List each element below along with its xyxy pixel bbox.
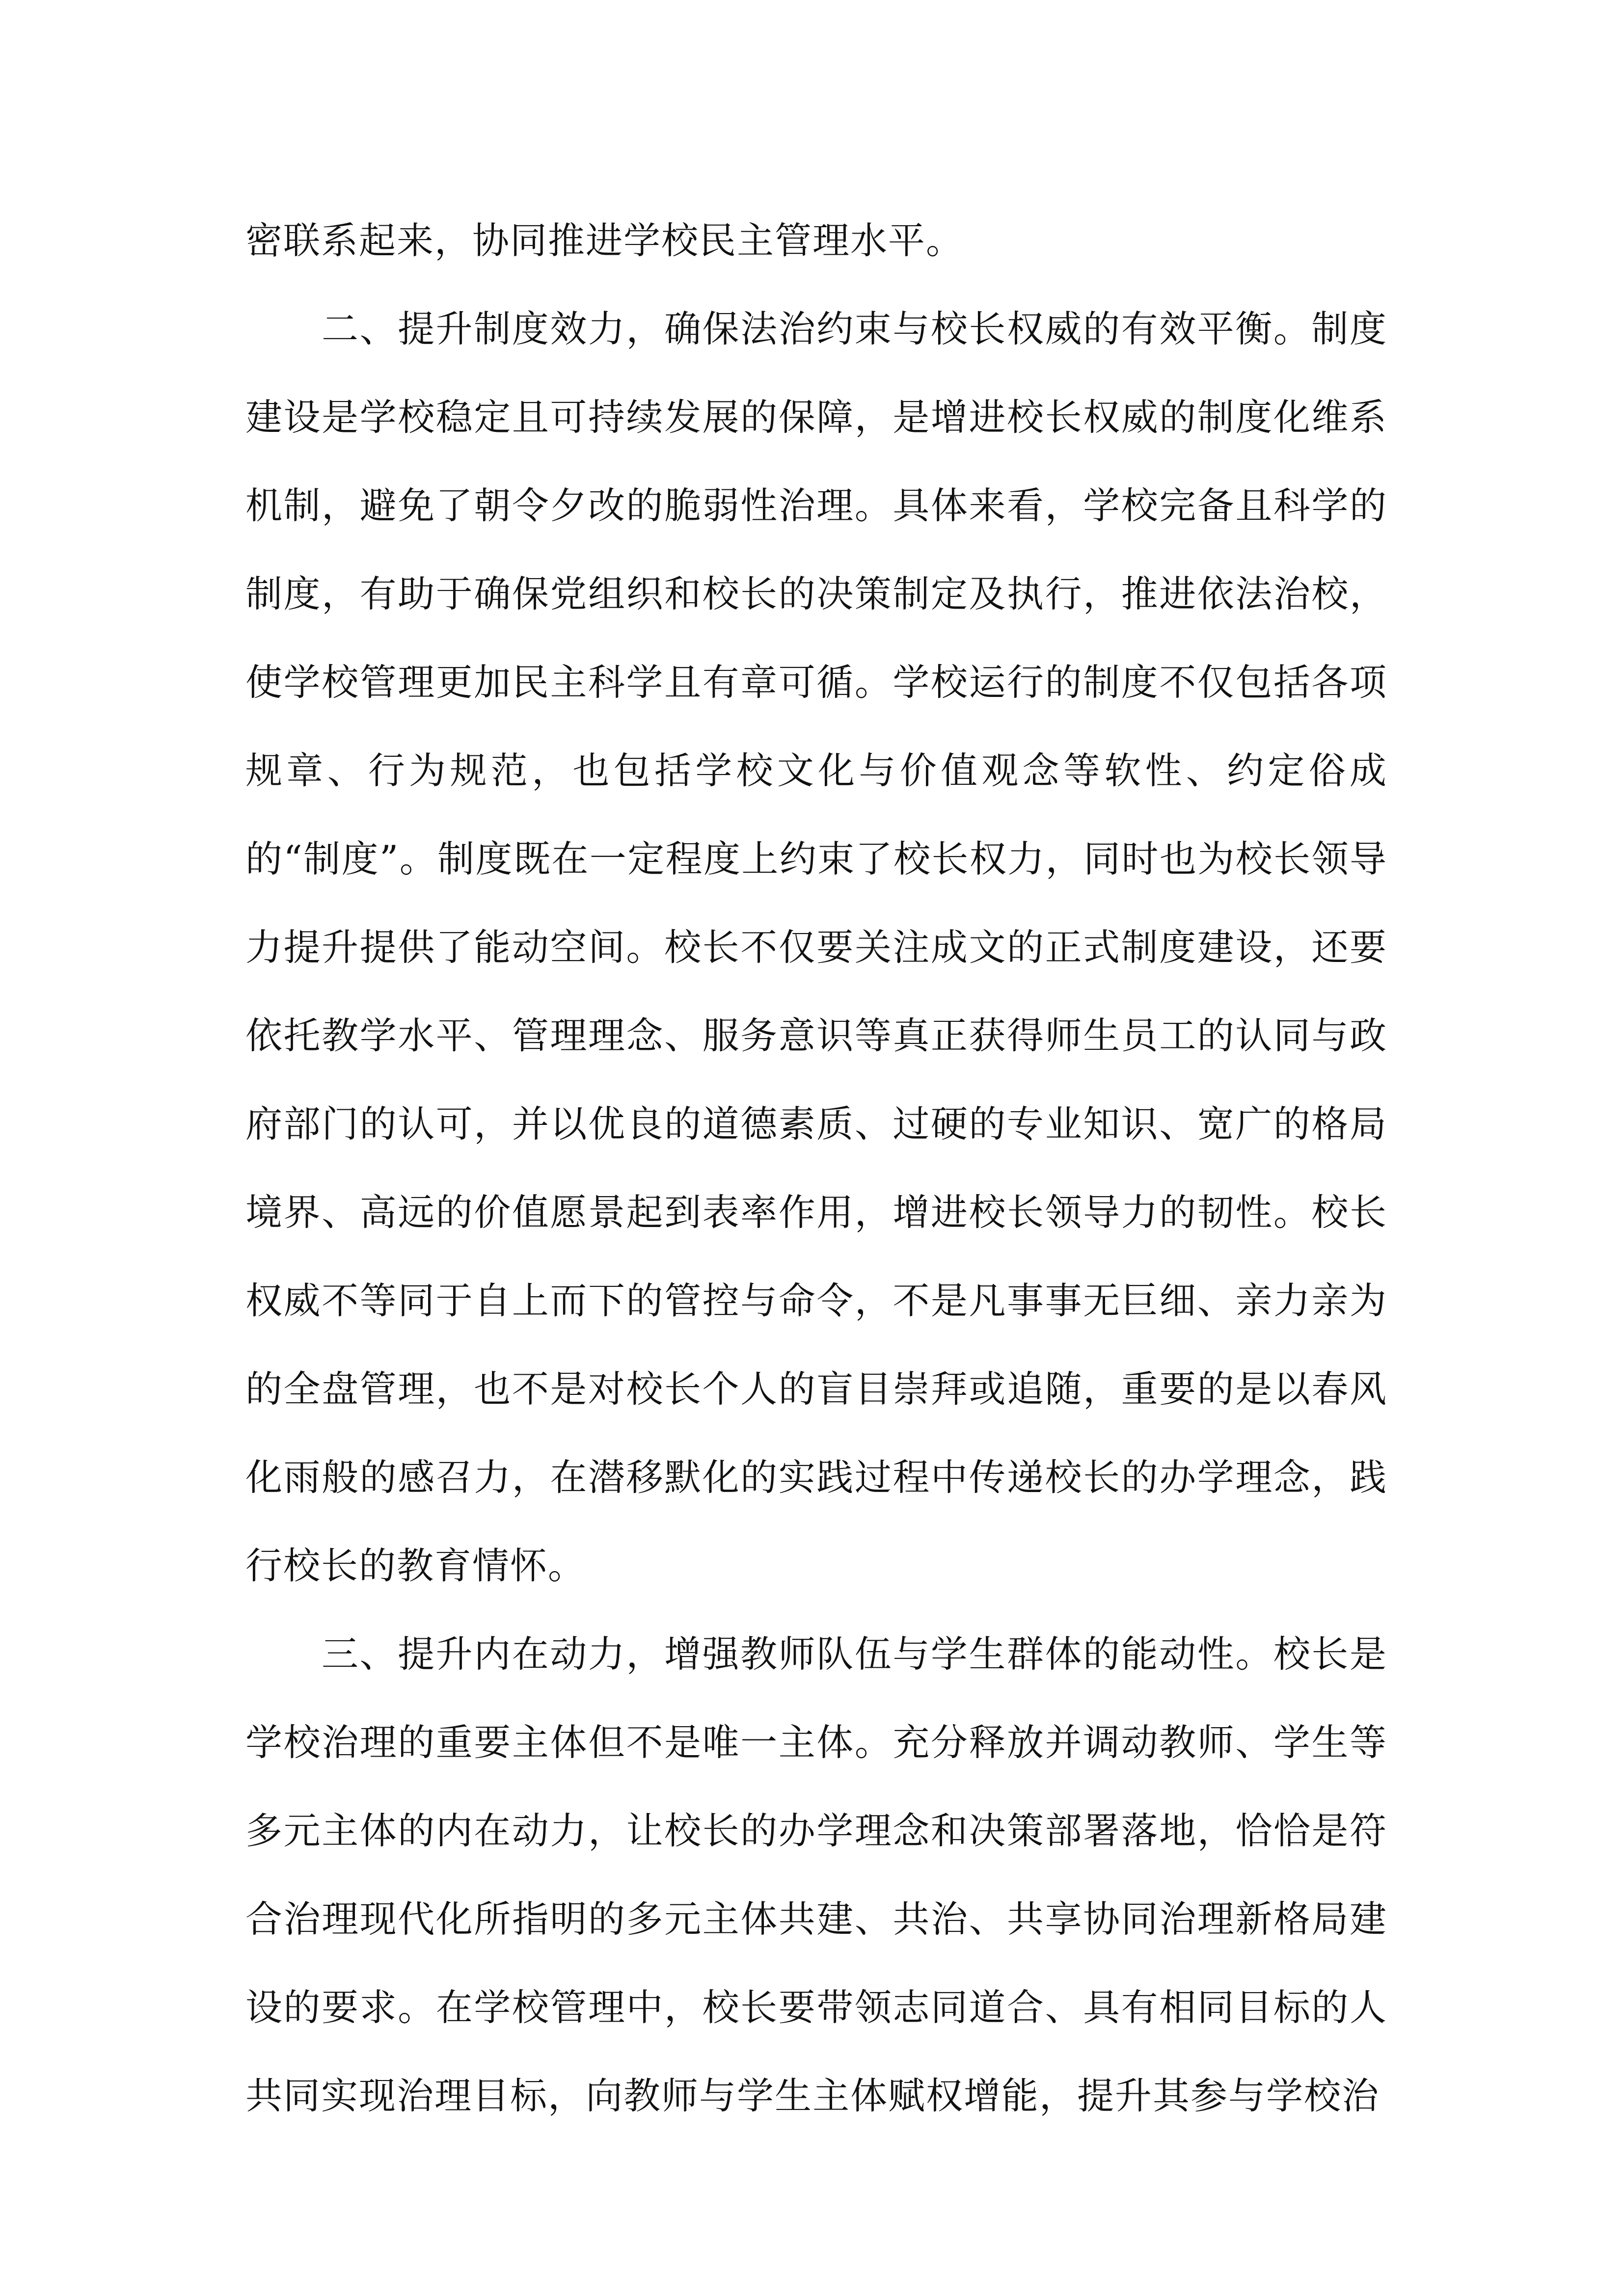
paragraph-continuation: 密联系起来，协同推进学校民主管理水平。 — [245, 219, 964, 262]
paragraph-section-two: 二、提升制度效力，确保法治约束与校长权威的有效平衡。制度建设是学校稳定且可持续发展的保障，是增进校长权威的制度化维系机制，避免了朝令夕改的脆弱性治理。具体来看，学校完备且科学的制度，有助于确保党组织和校长的决策制定及执行，推进依法治校，使学校管理更加民主科学且有章可循。学校运行的制度不仅包括各项规章、行为规范，也包括学校文化与价值观念等软性、约定俗成的“制度”。制度既在一定程度上约束了校长权力，同时也为校长领导力提升提供了能动空间。校长不仅要关注成文的正式制度建设，还要依托教学水平、管理理念、服务意识等真正获得师生员工的认同与政府部门的认可，并以优良的道德素质、过硬的专业知识、宽广的格局境界、高远的价值愿景起到表率作用，增进校长领导力的韧性。校长权威不等同于自上而下的管控与命令，不是凡事事无巨细、亲力亲为的全盘管理，也不是对校长个人的盲目崇拜或追随，重要的是以春风化雨般的感召力，在潜移默化的实践过程中传递校长的办学理念，践行校长的教育情怀。 — [245, 307, 1387, 1587]
paragraph-section-three: 三、提升内在动力，增强教师队伍与学生群体的能动性。校长是学校治理的重要主体但不是唯一主体。充分释放并调动教师、学生等多元主体的内在动力，让校长的办学理念和决策部署落地，恰恰是符合治理现代化所指明的多元主体共建、共治、共享协同治理新格局建设的要求。在学校管理中，校长要带领志同道合、具有相同目标的人共同实现治理目标，向教师与学生主体赋权增能，提升其参与学校治 — [245, 1632, 1387, 2117]
document-body — [245, 196, 1387, 2140]
